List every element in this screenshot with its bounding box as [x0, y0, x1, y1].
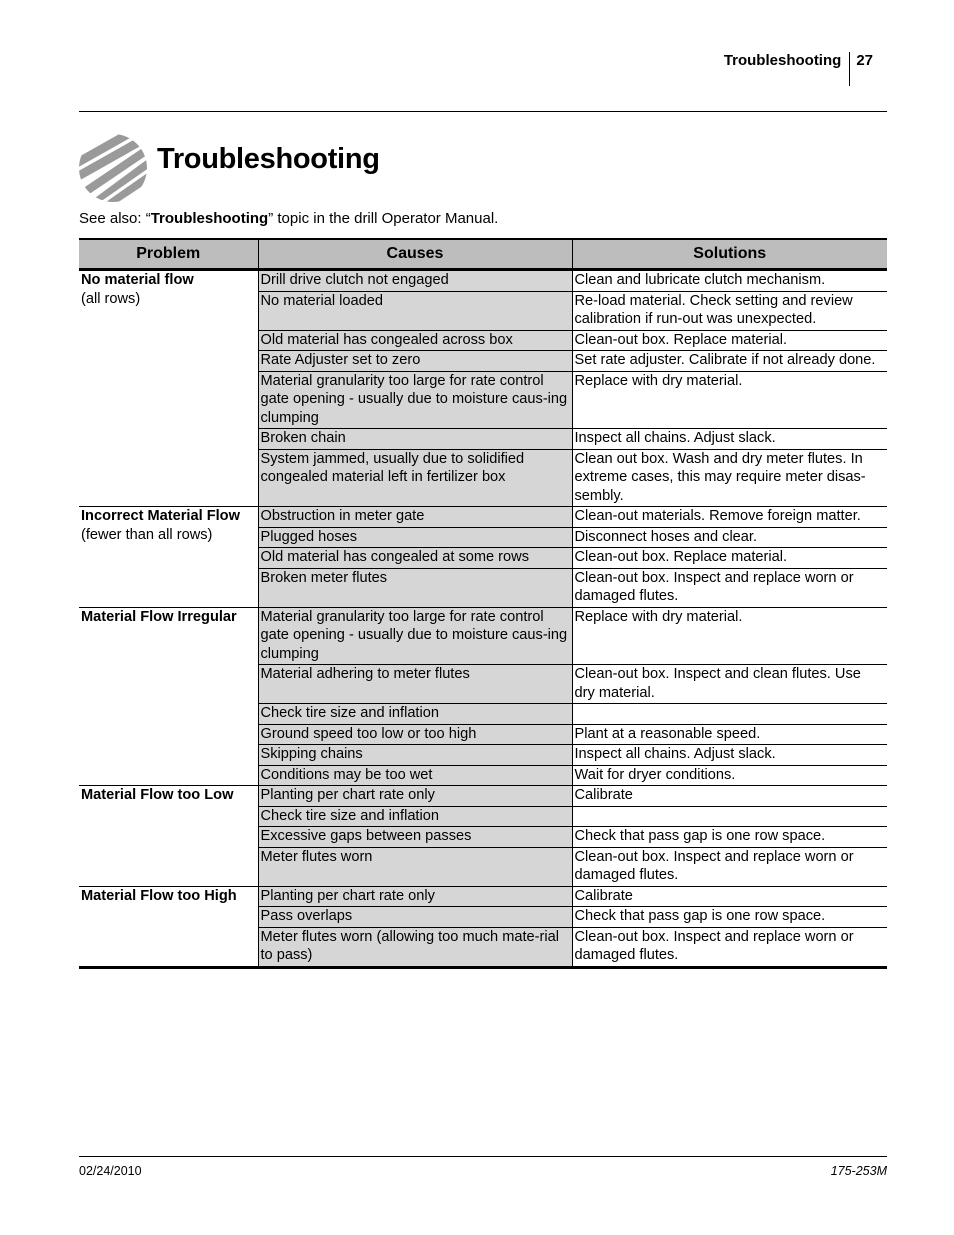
cause-cell: Planting per chart rate only	[258, 886, 572, 907]
cause-cell: Obstruction in meter gate	[258, 507, 572, 528]
table-header-row	[79, 239, 887, 270]
solution-cell: Clean-out box. Inspect and replace worn or damaged flutes.	[572, 847, 887, 886]
problem-name: Material Flow too Low	[81, 787, 234, 803]
cause-cell: Check tire size and inflation	[258, 806, 572, 827]
cause-cell: Conditions may be too wet	[258, 765, 572, 786]
problem-cell	[79, 786, 258, 887]
solution-cell: Calibrate	[572, 886, 887, 907]
cause-cell: Pass overlaps	[258, 907, 572, 928]
solution-cell: Clean-out box. Inspect and replace worn or damaged flutes.	[572, 927, 887, 966]
cause-cell: Broken chain	[258, 429, 572, 450]
page-title: Troubleshooting	[157, 143, 380, 175]
problem-name: Material Flow too High	[81, 887, 237, 904]
table-row	[79, 607, 887, 665]
cause-cell: No material loaded	[258, 291, 572, 330]
solution-cell: Clean and lubricate clutch mechanism.	[572, 270, 887, 292]
cause-cell: Meter flutes worn	[258, 847, 572, 886]
running-head	[724, 52, 873, 86]
problem-qualifier: (fewer than all rows)	[81, 526, 213, 543]
solution-cell: Clean-out materials. Remove foreign matter.	[572, 507, 887, 528]
header-problem: Problem	[79, 239, 258, 270]
cause-cell: Material granularity too large for rate control gate opening - usually due to moisture caus-ing clumping	[258, 371, 572, 429]
see-also-topic: Troubleshooting	[150, 210, 269, 227]
page-number: 27	[849, 52, 873, 86]
problem-name: No material flow	[81, 272, 194, 288]
solution-cell: Replace with dry material.	[572, 371, 887, 429]
solution-cell	[572, 806, 887, 827]
running-head-section: Troubleshooting	[723, 52, 842, 69]
table-row	[79, 270, 887, 292]
problem-qualifier: (all rows)	[81, 290, 141, 307]
solution-cell: Clean-out box. Inspect and replace worn or damaged flutes.	[572, 568, 887, 607]
cause-cell: System jammed, usually due to solidified congealed material left in fertilizer box	[258, 449, 572, 507]
cause-cell: Broken meter flutes	[258, 568, 572, 607]
cause-cell: Drill drive clutch not engaged	[258, 270, 572, 292]
problem-name: Material Flow Irregular	[81, 608, 237, 625]
cause-cell: Ground speed too low or too high	[258, 724, 572, 745]
cause-cell: Plugged hoses	[258, 527, 572, 548]
solution-cell: Set rate adjuster. Calibrate if not already done.	[572, 351, 887, 372]
solution-cell: Check that pass gap is one row space.	[572, 907, 887, 928]
cause-cell: Check tire size and inflation	[258, 704, 572, 725]
problem-name: Incorrect Material Flow	[81, 508, 240, 524]
cause-cell: Old material has congealed at some rows	[258, 548, 572, 569]
solution-cell: Wait for dryer conditions.	[572, 765, 887, 786]
solution-cell: Replace with dry material.	[572, 607, 887, 665]
solution-cell: Inspect all chains. Adjust slack.	[572, 429, 887, 450]
solution-cell: Plant at a reasonable speed.	[572, 724, 887, 745]
header-solutions: Solutions	[572, 239, 887, 270]
cause-cell: Excessive gaps between passes	[258, 827, 572, 848]
problem-cell	[79, 507, 258, 608]
solution-cell: Clean-out box. Inspect and clean flutes. Use dry material.	[572, 665, 887, 704]
cause-cell: Planting per chart rate only	[258, 786, 572, 807]
footer-date: 02/24/2010	[79, 1164, 142, 1178]
solution-cell	[572, 704, 887, 725]
cause-cell: Old material has congealed across box	[258, 330, 572, 351]
solution-cell: Check that pass gap is one row space.	[572, 827, 887, 848]
table-bottom-rule	[79, 966, 887, 969]
cause-cell: Material adhering to meter flutes	[258, 665, 572, 704]
header-rule	[79, 111, 887, 112]
footer-rule	[79, 1156, 887, 1157]
cause-cell: Rate Adjuster set to zero	[258, 351, 572, 372]
cause-cell: Meter flutes worn (allowing too much mate-rial to pass)	[258, 927, 572, 966]
solution-cell: Inspect all chains. Adjust slack.	[572, 745, 887, 766]
cause-cell: Skipping chains	[258, 745, 572, 766]
solution-cell: Clean-out box. Replace material.	[572, 330, 887, 351]
header-causes: Causes	[258, 239, 572, 270]
great-plains-stripes-logo-icon	[78, 133, 148, 203]
solution-cell: Disconnect hoses and clear.	[572, 527, 887, 548]
problem-cell	[79, 270, 258, 507]
footer-doc-number: 175-253M	[830, 1164, 887, 1178]
table-row	[79, 886, 887, 907]
see-also-note: See also: “Troubleshooting” topic in the drill Operator Manual.	[79, 210, 499, 227]
troubleshooting-table	[79, 238, 887, 966]
problem-cell	[79, 886, 258, 966]
solution-cell: Calibrate	[572, 786, 887, 807]
solution-cell: Clean out box. Wash and dry meter flutes. In extreme cases, this may require meter disas-sembly.	[572, 449, 887, 507]
problem-cell	[79, 607, 258, 786]
table-row	[79, 507, 887, 528]
solution-cell: Re-load material. Check setting and review calibration if run-out was unexpected.	[572, 291, 887, 330]
solution-cell: Clean-out box. Replace material.	[572, 548, 887, 569]
table-row	[79, 786, 887, 807]
cause-cell: Material granularity too large for rate control gate opening - usually due to moisture caus-ing clumping	[258, 607, 572, 665]
